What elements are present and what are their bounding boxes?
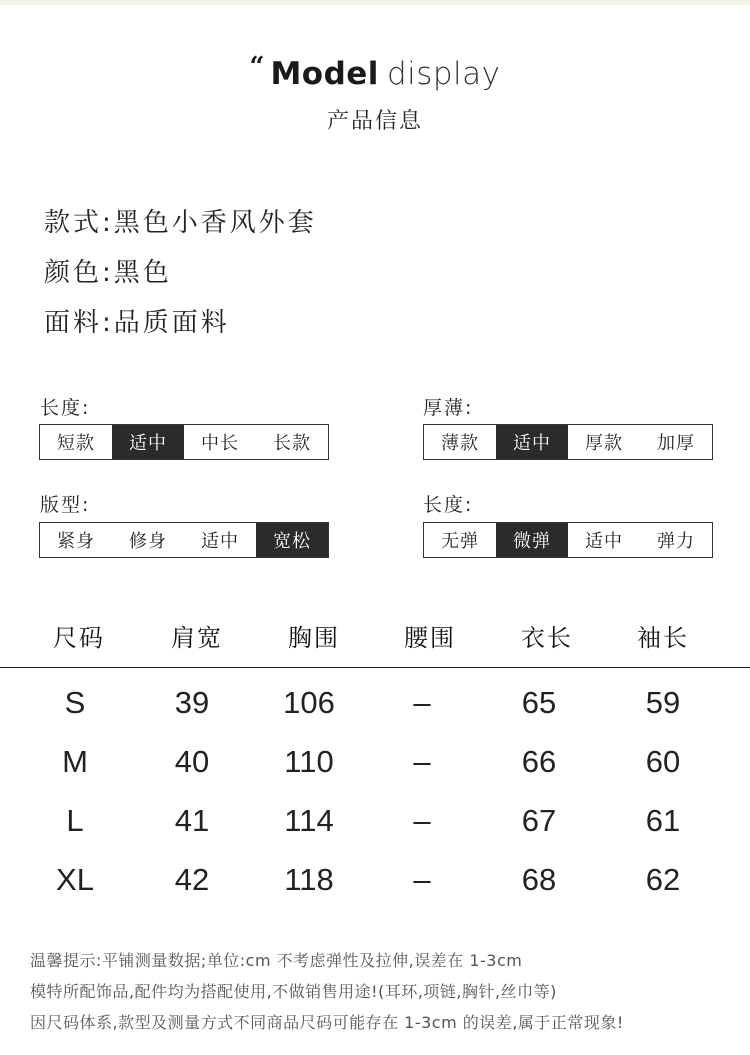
spec-length-label: 长度: [40,397,91,419]
spec-option[interactable]: 中长 [201,433,239,454]
table-cell: – [413,744,431,779]
header-cell: 袖长 [637,624,689,652]
size-table-header [0,618,750,658]
info-value: 品质面料 [113,308,230,338]
spec-option[interactable]: 薄款 [441,433,479,454]
spec-fit-selector [39,522,329,558]
table-cell: 114 [284,803,334,838]
info-fabric [44,302,230,339]
table-cell: 42 [174,862,210,897]
table-cell: – [413,803,431,838]
spec-option[interactable]: 加厚 [657,433,695,454]
table-cell: 40 [174,744,210,779]
table-cell: 59 [645,685,681,720]
spec-option[interactable]: 修身 [129,531,167,552]
spec-option[interactable]: 紧身 [57,531,95,552]
section-subtitle: 产品信息 [326,109,423,134]
section-title [0,52,750,92]
table-cell: 65 [521,685,557,720]
table-cell: 118 [284,862,334,897]
header-cell: 肩宽 [171,624,223,652]
table-row [0,803,750,853]
table-cell: 61 [645,803,681,838]
table-cell: – [413,685,431,720]
table-cell: 67 [521,803,557,838]
table-cell: 68 [521,862,557,897]
spec-option[interactable]: 微弹 [496,523,568,557]
table-row [0,685,750,735]
table-cell: S [64,685,86,720]
table-divider [0,667,750,668]
header-cell: 衣长 [521,624,573,652]
info-label: 款式: [44,208,114,238]
info-color [44,252,172,289]
info-label: 面料: [44,308,114,338]
spec-option[interactable]: 短款 [57,433,95,454]
table-cell: 110 [284,744,334,779]
header-cell: 胸围 [288,624,340,652]
info-value: 黑色 [113,258,172,288]
top-accent-bar [0,0,750,5]
spec-elasticity-label: 长度: [423,494,474,516]
spec-option[interactable]: 适中 [585,531,623,552]
table-cell: XL [56,862,94,897]
table-cell: M [62,744,88,779]
table-row [0,744,750,794]
table-row [0,862,750,912]
spec-option[interactable]: 适中 [112,425,184,459]
title-bold: Model [270,56,379,92]
table-cell: 41 [174,803,210,838]
spec-option[interactable]: 弹力 [657,531,695,552]
title-light: display [386,56,501,92]
spec-thickness-label: 厚薄: [423,397,474,419]
spec-option[interactable]: 无弹 [441,531,479,552]
spec-option[interactable]: 厚款 [585,433,623,454]
header-cell: 腰围 [404,624,456,652]
quote-mark: “ [249,52,265,82]
spec-elasticity-selector [423,522,713,558]
note-accessories: 模特所配饰品,配件均为搭配使用,不做销售用途!(耳环,项链,胸针,丝巾等) [30,982,557,1001]
info-label: 颜色: [44,258,114,288]
spec-thickness-selector [423,424,713,460]
spec-option[interactable]: 长款 [273,433,311,454]
table-cell: 60 [645,744,681,779]
info-style [44,202,317,239]
table-cell: 106 [283,685,335,720]
header-cell: 尺码 [53,624,105,652]
table-cell: L [66,803,84,838]
spec-option[interactable]: 宽松 [256,523,328,557]
info-value: 黑色小香风外套 [113,208,317,238]
note-measurement: 温馨提示:平铺测量数据;单位:cm 不考虑弹性及拉伸,误差在 1-3cm [30,951,523,970]
spec-option[interactable]: 适中 [496,425,568,459]
spec-option[interactable]: 适中 [201,531,239,552]
spec-length-selector [39,424,329,460]
table-cell: 66 [521,744,557,779]
note-size-deviation: 因尺码体系,款型及测量方式不同商品尺码可能存在 1-3cm 的误差,属于正常现象! [30,1013,624,1032]
spec-fit-label: 版型: [40,494,91,516]
table-cell: 39 [174,685,210,720]
table-cell: 62 [645,862,681,897]
table-cell: – [413,862,431,897]
